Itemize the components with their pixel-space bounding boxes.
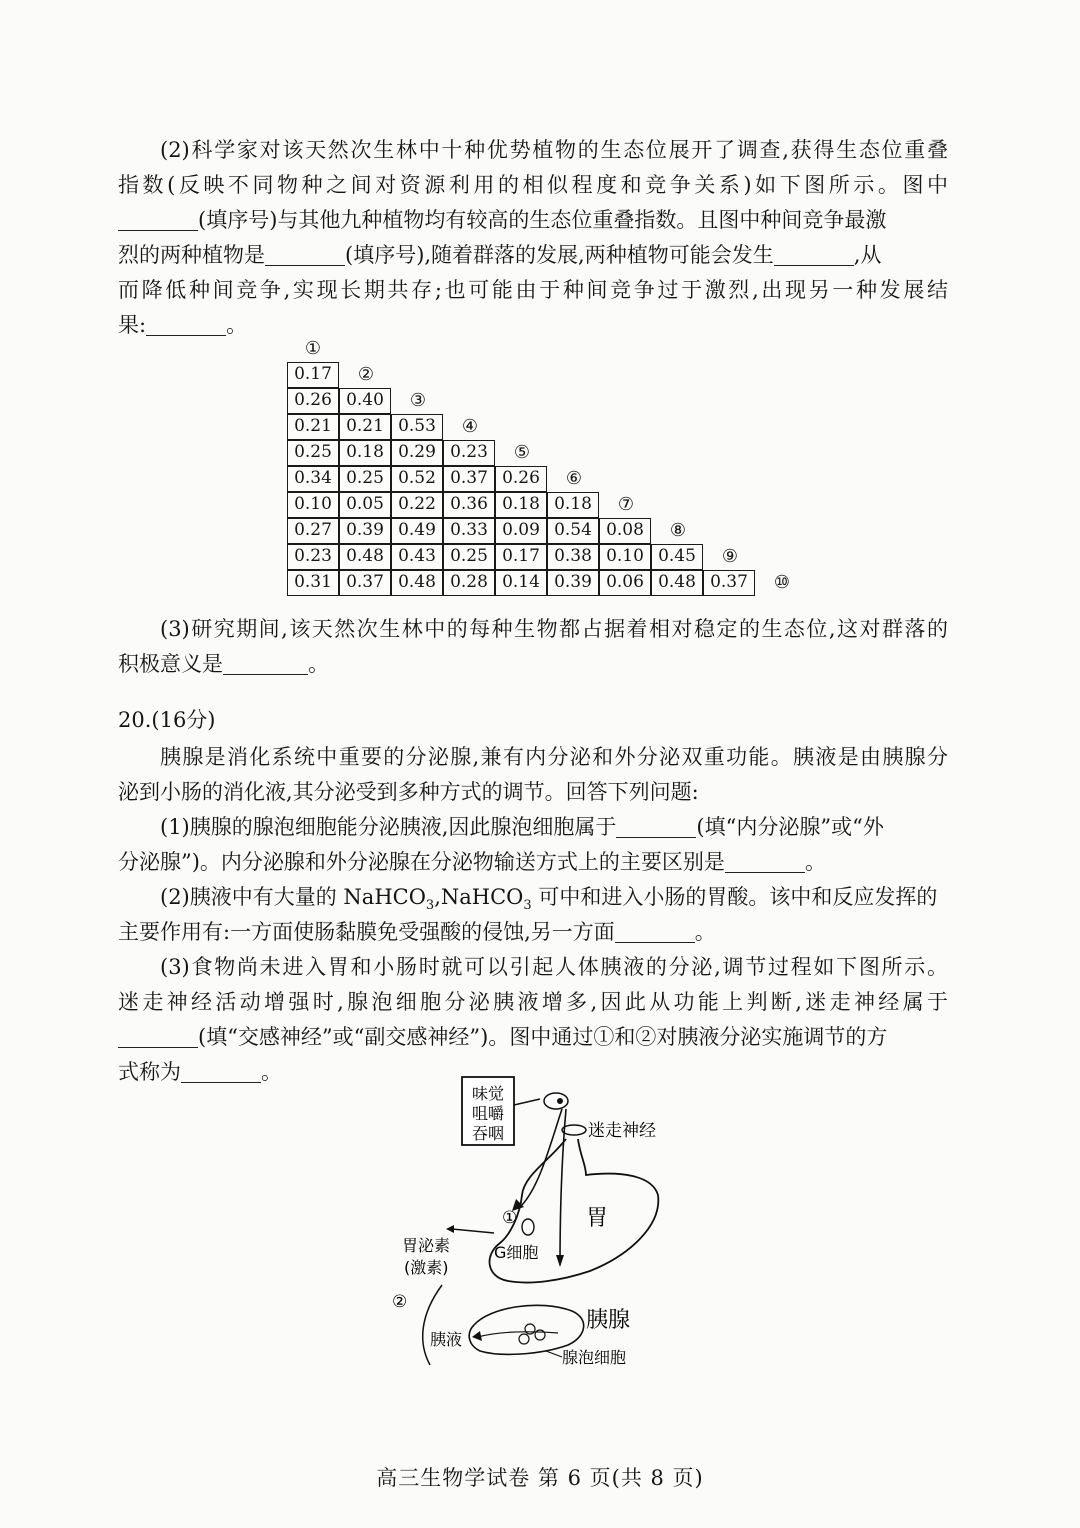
overlap-cell: 0.14: [495, 570, 547, 596]
q20-p2-line2: 主要作用有:一方面使肠黏膜免受强酸的侵蚀,另一方面 。: [118, 920, 716, 944]
overlap-cell: 0.25: [443, 544, 495, 570]
vagus-nerve-label: 迷走神经: [588, 1121, 656, 1141]
overlap-cell: 0.06: [599, 570, 651, 596]
overlap-cell: 0.34: [287, 466, 339, 492]
q19-p2-line6: 果: 。: [118, 313, 248, 337]
pancreatic-juice-label: 胰液: [430, 1330, 463, 1349]
overlap-cell: 0.18: [547, 492, 599, 518]
overlap-cell: 0.48: [339, 544, 391, 570]
answer-blank: [265, 243, 345, 266]
g-cell-shape: [522, 1219, 534, 1235]
hormone-label: (激素): [404, 1258, 449, 1277]
stimulus-label-3: 吞咽: [471, 1124, 505, 1143]
species-label: ④: [461, 416, 479, 437]
overlap-cell: 0.48: [651, 570, 703, 596]
overlap-cell: 0.38: [547, 544, 599, 570]
overlap-cell: 0.53: [391, 414, 443, 440]
pancreatic-secretion-diagram: [390, 1075, 710, 1375]
overlap-cell: 0.21: [339, 414, 391, 440]
marker-1: ①: [502, 1208, 518, 1228]
niche-overlap-table: [287, 336, 807, 606]
overlap-cell: 0.08: [599, 518, 651, 544]
species-label: ②: [357, 364, 375, 385]
q19-p2-line1: (2)科学家对该天然次生林中十种优势植物的生态位展开了调查,获得生态位重叠: [160, 138, 948, 162]
overlap-cell: 0.52: [391, 466, 443, 492]
overlap-cell: 0.40: [339, 388, 391, 414]
answer-blank: [725, 850, 805, 873]
q20-p3-line2: 迷走神经活动增强时,腺泡细胞分泌胰液增多,因此从功能上判断,迷走神经属于: [118, 990, 948, 1014]
answer-blank: [146, 313, 226, 336]
q19-p2-line3: (填序号)与其他九种植物均有较高的生态位重叠指数。且图中种间竞争最激: [118, 203, 948, 237]
gastrin-label: 胃泌素: [402, 1236, 451, 1255]
overlap-cell: 0.05: [339, 492, 391, 518]
marker-2: ②: [392, 1292, 408, 1312]
overlap-cell: 0.39: [339, 518, 391, 544]
overlap-cell: 0.49: [391, 518, 443, 544]
overlap-cell: 0.21: [287, 414, 339, 440]
stimulus-label-2: 咀嚼: [471, 1104, 505, 1123]
overlap-cell: 0.10: [287, 492, 339, 518]
q20-p3-line3: (填“交感神经”或“副交感神经”)。图中通过①和②对胰液分泌实施调节的方: [118, 1020, 948, 1054]
species-label: ③: [409, 390, 427, 411]
stomach-label: 胃: [586, 1206, 609, 1231]
overlap-cell: 0.31: [287, 570, 339, 596]
overlap-cell: 0.23: [287, 544, 339, 570]
q19-p3-line1: (3)研究期间,该天然次生林中的每种生物都占据着相对稳定的生态位,这对群落的: [160, 617, 948, 641]
overlap-cell: 0.39: [547, 570, 599, 596]
answer-blank: [616, 815, 696, 838]
overlap-cell: 0.36: [443, 492, 495, 518]
stimulus-label-1: 味觉: [471, 1084, 505, 1103]
overlap-cell: 0.17: [495, 544, 547, 570]
q20-intro-line1: 胰腺是消化系统中重要的分泌腺,兼有内分泌和外分泌双重功能。胰液是由胰腺分: [160, 745, 948, 769]
species-label: ⑤: [513, 442, 531, 463]
species-label: ⑥: [565, 468, 583, 489]
species-label: ⑧: [669, 520, 687, 541]
overlap-cell: 0.26: [287, 388, 339, 414]
q20-p2-line1: (2)胰液中有大量的 NaHCO$_3$,NaHCO$_3$ 可中和进入小肠的胃酸。该中和反应发挥的: [160, 885, 938, 914]
overlap-cell: 0.48: [391, 570, 443, 596]
overlap-cell: 0.18: [495, 492, 547, 518]
overlap-cell: 0.26: [495, 466, 547, 492]
overlap-cell: 0.25: [287, 440, 339, 466]
overlap-cell: 0.37: [339, 570, 391, 596]
species-label: ①: [304, 338, 322, 359]
pancreas-label: 胰腺: [586, 1308, 631, 1333]
overlap-cell: 0.22: [391, 492, 443, 518]
overlap-cell: 0.17: [287, 362, 339, 388]
overlap-cell: 0.54: [547, 518, 599, 544]
answer-blank: [774, 243, 854, 266]
neuron-body: [544, 1093, 568, 1109]
q20-p1-line1: (1)胰腺的腺泡细胞能分泌胰液,因此腺泡细胞属于 (填“内分泌腺”或“外: [160, 815, 884, 839]
overlap-cell: 0.28: [443, 570, 495, 596]
species-label: ⑦: [617, 494, 635, 515]
overlap-cell: 0.45: [651, 544, 703, 570]
acinar-cell-label: 腺泡细胞: [562, 1348, 627, 1367]
overlap-cell: 0.23: [443, 440, 495, 466]
g-cell-label: G细胞: [494, 1243, 539, 1262]
q20-heading: 20.(16分): [118, 708, 216, 732]
overlap-cell: 0.43: [391, 544, 443, 570]
q19-p3-line2: 积极意义是 。: [118, 652, 329, 676]
q20-p3-line1: (3)食物尚未进入胃和小肠时就可以引起人体胰液的分泌,调节过程如下图所示。: [160, 955, 948, 979]
q19-p2-line4: 烈的两种植物是 (填序号),随着群落的发展,两种植物可能会发生 ,从: [118, 243, 882, 267]
overlap-cell: 0.10: [599, 544, 651, 570]
answer-blank: [181, 1060, 261, 1083]
overlap-cell: 0.27: [287, 518, 339, 544]
vagus-nerve-marker: [562, 1125, 586, 1135]
q20-p1-line2: 分泌腺”)。内分泌腺和外分泌腺在分泌物输送方式上的主要区别是 。: [118, 850, 826, 874]
overlap-cell: 0.18: [339, 440, 391, 466]
page-footer: 高三生物学试卷 第 6 页(共 8 页): [376, 1466, 704, 1490]
species-label: ⑩: [773, 572, 791, 593]
overlap-cell: 0.37: [443, 466, 495, 492]
overlap-cell: 0.25: [339, 466, 391, 492]
overlap-cell: 0.37: [703, 570, 755, 596]
q20-p3-line4: 式称为 。: [118, 1060, 282, 1084]
pancreas-outline: [469, 1305, 583, 1354]
overlap-cell: 0.09: [495, 518, 547, 544]
q19-p2-line5: 而降低种间竞争,实现长期共存;也可能由于种间竞争过于激烈,出现另一种发展结: [118, 278, 948, 302]
overlap-cell: 0.33: [443, 518, 495, 544]
answer-blank: [615, 920, 695, 943]
answer-blank: [118, 208, 198, 231]
answer-blank: [223, 652, 308, 675]
q20-intro-line2: 泌到小肠的消化液,其分泌受到多种方式的调节。回答下列问题:: [118, 780, 699, 804]
overlap-cell: 0.29: [391, 440, 443, 466]
answer-blank: [118, 1025, 198, 1048]
species-label: ⑨: [721, 546, 739, 567]
q19-p2-line2: 指数(反映不同物种之间对资源利用的相似程度和竞争关系)如下图所示。图中: [118, 173, 948, 197]
